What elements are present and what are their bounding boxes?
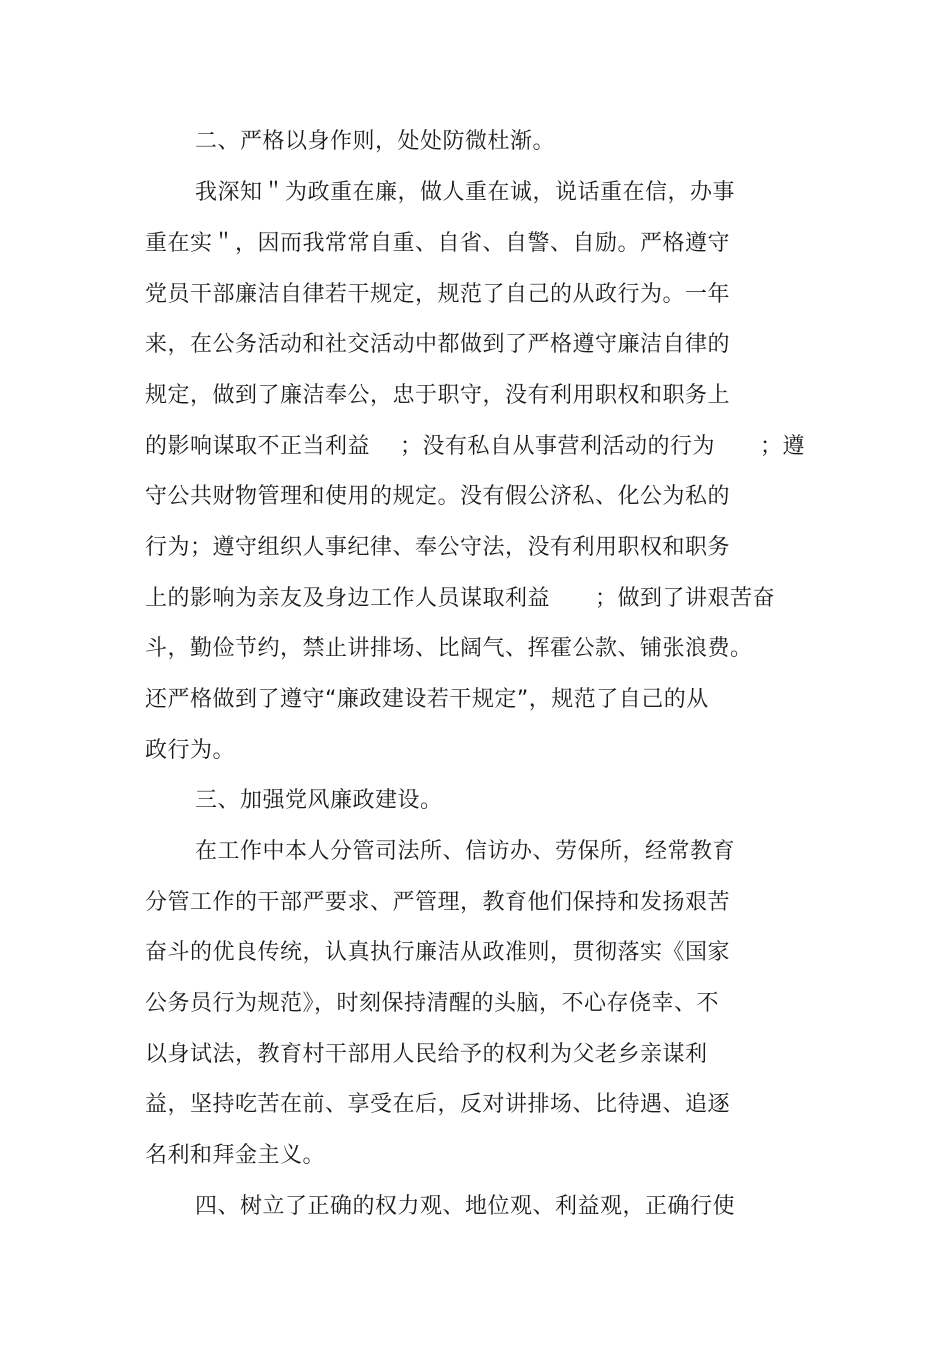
paragraph-line: 重在实＂，因而我常常自重、自省、自警、自励。严格遵守 xyxy=(145,231,731,256)
heading-section-three: 三、加强党风廉政建设。 xyxy=(195,788,443,813)
paragraph-line: 我深知＂为政重在廉，做人重在诚，说话重在信，办事 xyxy=(195,180,736,205)
paragraph-line: 分管工作的干部严要求、严管理，教育他们保持和发扬艰苦 xyxy=(145,890,731,915)
paragraph-line: 以身试法，教育村干部用人民给予的权利为父老乡亲谋利 xyxy=(145,1042,708,1067)
paragraph-line: 规定，做到了廉洁奉公，忠于职守，没有利用职权和职务上 xyxy=(145,383,731,408)
paragraph-line: 来，在公务活动和社交活动中都做到了严格遵守廉洁自律的 xyxy=(145,332,731,357)
paragraph-line: 斗，勤俭节约，禁止讲排场、比阔气、挥霍公款、铺张浪费。 xyxy=(145,636,753,661)
paragraph-line: 公务员行为规范》，时刻保持清醒的头脑，不心存侥幸、不 xyxy=(145,991,720,1016)
paragraph-line: 政行为。 xyxy=(145,738,236,763)
paragraph-line: 党员干部廉洁自律若干规定，规范了自己的从政行为。一年 xyxy=(145,282,731,307)
heading-section-two: 二、严格以身作则，处处防微杜渐。 xyxy=(195,129,556,154)
paragraph-line: 的影响谋取不正当利益 ；没有私自从事营利活动的行为 ；遵 xyxy=(145,434,805,459)
heading-section-four: 四、树立了正确的权力观、地位观、利益观，正确行使 xyxy=(195,1194,736,1219)
paragraph-line: 还严格做到了遵守“廉政建设若干规定”，规范了自己的从 xyxy=(145,687,709,712)
paragraph-line: 守公共财物管理和使用的规定。没有假公济私、化公为私的 xyxy=(145,484,731,509)
paragraph-line: 上的影响为亲友及身边工作人员谋取利益 ；做到了讲艰苦奋 xyxy=(145,586,776,611)
paragraph-line: 在工作中本人分管司法所、信访办、劳保所，经常教育 xyxy=(195,839,736,864)
paragraph-line: 名利和拜金主义。 xyxy=(145,1143,326,1168)
paragraph-line: 益，坚持吃苦在前、享受在后，反对讲排场、比待遇、追逐 xyxy=(145,1092,731,1117)
paragraph-line: 奋斗的优良传统，认真执行廉洁从政准则，贯彻落实《国家 xyxy=(145,940,731,965)
paragraph-line: 行为；遵守组织人事纪律、奉公守法，没有利用职权和职务 xyxy=(145,535,731,560)
